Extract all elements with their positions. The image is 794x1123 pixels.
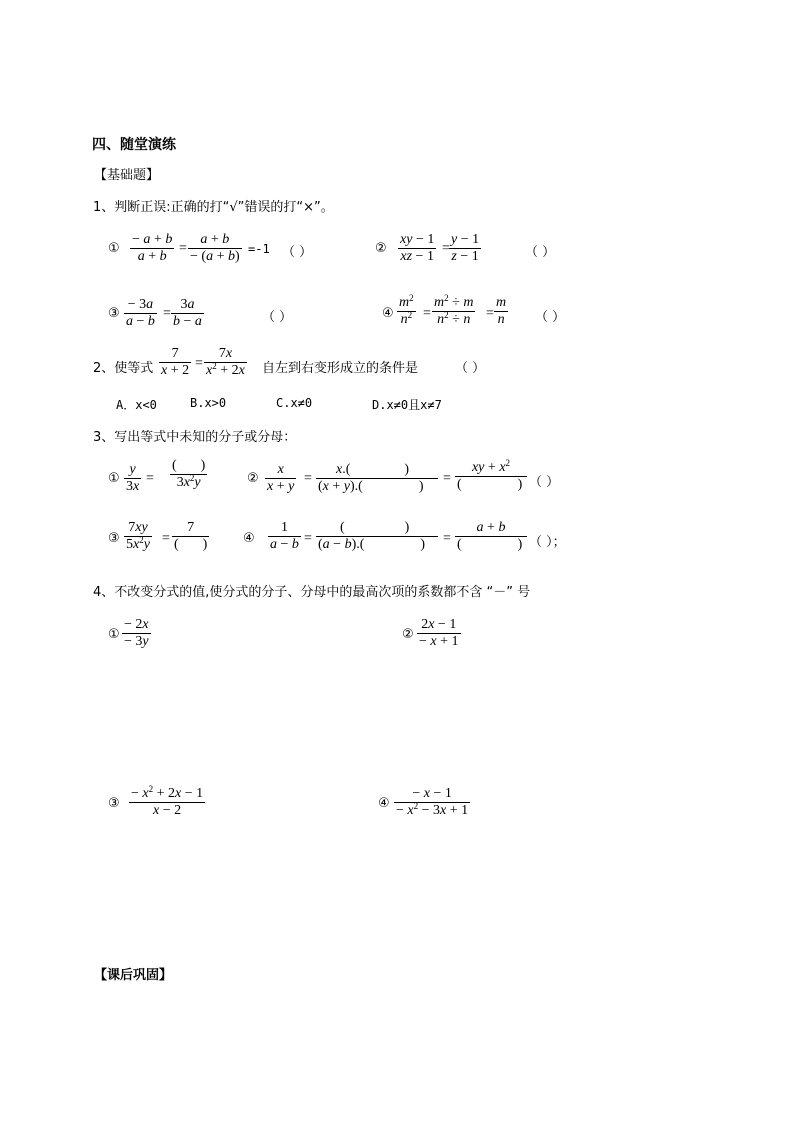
q3-item1-unknown-fraction: ( ) $3x^2y$ <box>172 458 206 490</box>
q2-stem-suffix: 自左到右变形成立的条件是 <box>262 361 419 376</box>
q3-item2-marker: ② <box>247 471 259 486</box>
q3-stem: 3、写出等式中未知的分子或分母： <box>93 430 297 445</box>
q3-row1-paren: （ ） <box>529 475 560 490</box>
q4-item1-fraction: $\frac{- 2x}{- 3y}$ <box>124 617 149 649</box>
equals-sign: = <box>486 306 494 321</box>
q1-stem: 1、判断正误:正确的打“√”错误的打“×”。 <box>93 200 334 215</box>
q3-item4-right-fraction: a + b ( ) <box>455 520 527 553</box>
equals-sign: = <box>442 241 450 256</box>
q3-row2-paren: （ ）； <box>529 535 566 550</box>
q4-item2-marker: ② <box>402 627 414 642</box>
after-class-label: 【课后巩固】 <box>94 968 173 983</box>
q3-item2-middle-fraction: $\frac{x.( )}{(x + y).( )}$ <box>316 462 438 495</box>
q1-item3-marker: ③ <box>108 306 120 321</box>
q1-item4-frac-c: $\frac{m}{n}$ <box>496 295 507 327</box>
q1-item1-left-fraction: $\frac{- a + b}{a + b}$ <box>132 232 173 264</box>
q1-item1-answer-paren: （ ） <box>282 245 313 260</box>
q4-item1-marker: ① <box>108 627 120 642</box>
q2-option-b: B.x>0 <box>190 396 227 410</box>
q1-item4-frac-a: $\frac{m^2}{n^2}$ <box>399 293 414 327</box>
q1-item3-left-fraction: $\frac{- 3a}{a - b}$ <box>126 297 155 329</box>
q3-item3-unknown-fraction: 7 ( ) <box>174 520 208 552</box>
q1-item1-right-fraction: $\frac{a + b}{- (a + b)}$ <box>190 232 240 264</box>
q1-item4-frac-b: $\frac{m^2 \div m}{n^2 \div n}$ <box>434 293 474 327</box>
q3-item4-given-fraction: $\frac{1}{a - b}$ <box>270 520 299 552</box>
q1-item2-answer-paren: （ ） <box>525 245 556 260</box>
equals-sign: = <box>179 241 187 256</box>
q3-item3-given-fraction: $\frac{7xy}{5x^2y}$ <box>126 520 150 552</box>
section-title: 四、随堂演练 <box>92 137 176 153</box>
q2-stem-prefix: 2、使等式 <box>93 361 154 376</box>
q2-answer-paren: （ ） <box>455 361 486 376</box>
q1-item1-marker: ① <box>108 241 120 256</box>
q3-item3-marker: ③ <box>108 531 120 546</box>
equals-sign: = <box>443 531 451 546</box>
q2-option-d: D.x≠0且x≠7 <box>372 398 442 412</box>
q3-item1-given-fraction: $\frac{y}{3x}$ <box>126 462 140 494</box>
equals-sign: = <box>195 356 203 371</box>
equals-sign: = <box>443 471 451 486</box>
q2-option-c: C.x≠0 <box>276 396 313 410</box>
q3-item1-marker: ① <box>108 471 120 486</box>
q3-item4-marker: ④ <box>243 531 255 546</box>
q1-item2-marker: ② <box>375 241 387 256</box>
equals-sign: = <box>304 531 312 546</box>
q3-item2-given-fraction: $\frac{x}{x + y}$ <box>267 462 295 494</box>
equals-sign: = <box>304 471 312 486</box>
equals-sign: = <box>146 471 154 486</box>
q4-item3-fraction: $\frac{- x^2 + 2x - 1}{x - 2}$ <box>131 784 204 818</box>
equals-sign: = <box>162 531 170 546</box>
q2-right-fraction: $\frac{7x}{x^2 + 2x}$ <box>206 346 245 378</box>
q4-item4-fraction: $\frac{- x - 1}{- x^2 - 3x + 1}$ <box>396 786 469 818</box>
q1-item4-answer-paren: （ ） <box>535 310 566 325</box>
q4-item4-marker: ④ <box>378 796 390 811</box>
q4-stem: 4、不改变分式的值,使分式的分子、分母中的最高次项的系数都不含 “－” 号 <box>93 585 531 600</box>
basic-label: 【基础题】 <box>94 168 160 183</box>
q1-item1-tail: =-1 <box>248 242 270 256</box>
q1-item4-marker: ④ <box>382 306 394 321</box>
q1-item3-right-fraction: $\frac{3a}{b - a}$ <box>173 297 202 329</box>
q1-item2-left-fraction: $\frac{xy - 1}{xz - 1}$ <box>400 232 435 264</box>
q4-item3-marker: ③ <box>108 796 120 811</box>
q4-item2-fraction: $\frac{2x - 1}{- x + 1}$ <box>419 617 459 649</box>
q3-item4-middle-fraction: ( ) (a − b).( ) <box>316 520 438 553</box>
q2-option-a: A．x<0 <box>116 398 157 412</box>
equals-sign: = <box>423 306 431 321</box>
q2-left-fraction: $\frac{7}{x + 2}$ <box>161 346 190 378</box>
q3-item2-right-fraction: xy + $x^2$ ( ) <box>455 460 527 493</box>
q1-item2-right-fraction: $\frac{y - 1}{z - 1}$ <box>451 232 480 264</box>
q1-item3-answer-paren: （ ） <box>262 310 293 325</box>
equals-sign: = <box>163 306 171 321</box>
